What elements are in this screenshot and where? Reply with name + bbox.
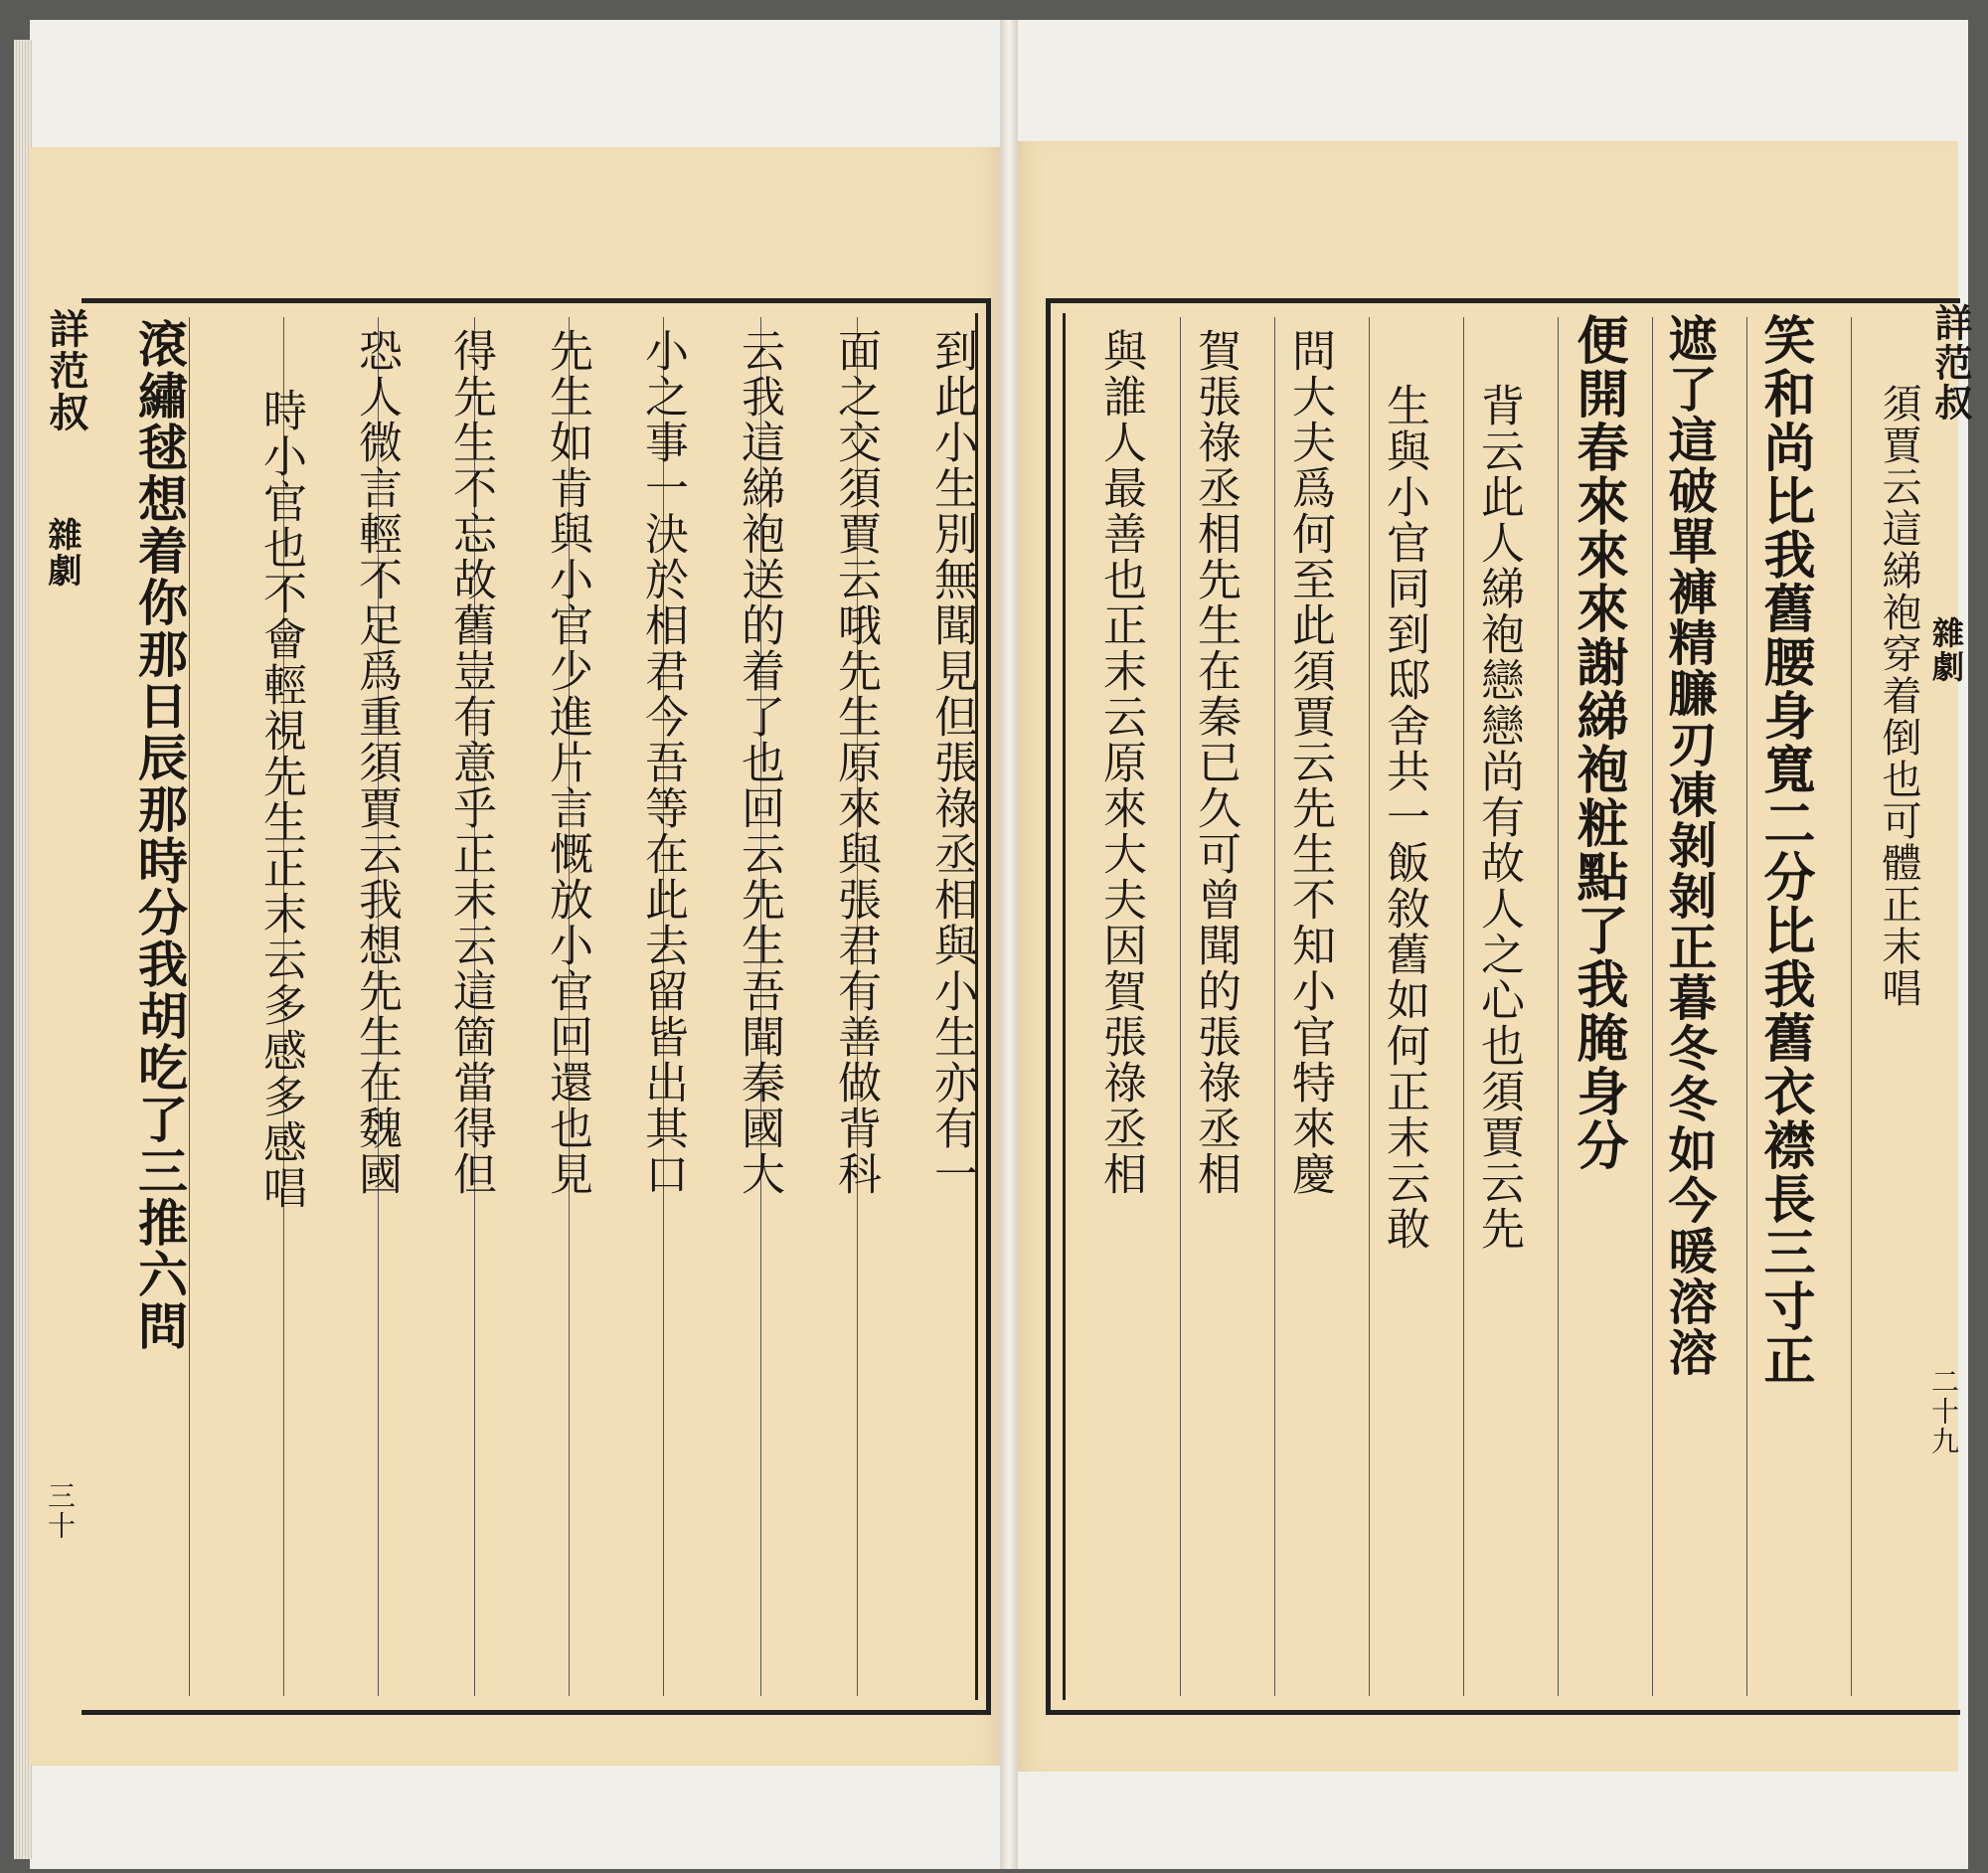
text-column: 生與小官同到邸舍共一飯敘舊如何正末云敢: [1379, 383, 1429, 1252]
text-column: 恐人微言輕不足爲重須賈云我想先生在魏國: [351, 328, 402, 1197]
aria-column: 便開春來來來謝綈袍粧點了我腌身分: [1568, 313, 1628, 1172]
text-column: 時小官也不會輕視先生正末云多感多感唱: [255, 388, 306, 1211]
aria-column: 遮了這破單褲精臁刃凍剝剝正暮冬冬如今暖溶溶: [1661, 313, 1719, 1378]
text-column: 云我這綈袍送的着了也回云先生吾聞秦國大: [734, 328, 784, 1197]
edge-text-column: 須賈云這綈袍穿着倒也可體正末唱: [1876, 383, 1921, 1009]
aria-column: 笑和尚比我舊腰身寬二分比我舊衣襟長三寸正: [1754, 313, 1815, 1387]
text-column: 得先生不忘故舊豈有意乎正末云這箇當得但: [445, 328, 496, 1197]
right-margin-section: 雜劇: [1927, 616, 1965, 684]
right-margin-title: 詳范叔: [1928, 303, 1973, 423]
text-column: 小之事一決於相君今吾等在此去留皆出其口: [637, 328, 688, 1197]
text-column: 先生如肯與小官少進片言慨放小官回還也見: [542, 328, 592, 1197]
right-margin-page-number: 二十九: [1927, 1367, 1960, 1456]
text-column: 賀張祿丞相先生在秦已久可曾聞的張祿丞相: [1190, 328, 1241, 1197]
left-margin-section: 雜劇: [42, 517, 82, 589]
text-column: 與誰人最善也正末云原來大夫因賀張祿丞相: [1095, 328, 1146, 1197]
aria-column: 滾繡毬想着你那日辰那時分我胡吃了三推六問: [130, 318, 189, 1352]
left-margin-title: 詳范叔: [43, 308, 89, 433]
text-column: 背云此人綈袍戀戀尚有故人之心也須賈云先: [1473, 383, 1524, 1252]
book-gutter: [1000, 20, 1018, 1869]
text-column: 問大夫爲何至此須賈云先生不知小官特來慶: [1284, 328, 1335, 1197]
left-margin-page-number: 三十: [44, 1481, 77, 1541]
text-column: 面之交須賈云哦先生原來與張君有善做背科: [830, 328, 881, 1197]
text-column: 到此小生別無聞見但張祿丞相與小生亦有一: [926, 328, 977, 1197]
